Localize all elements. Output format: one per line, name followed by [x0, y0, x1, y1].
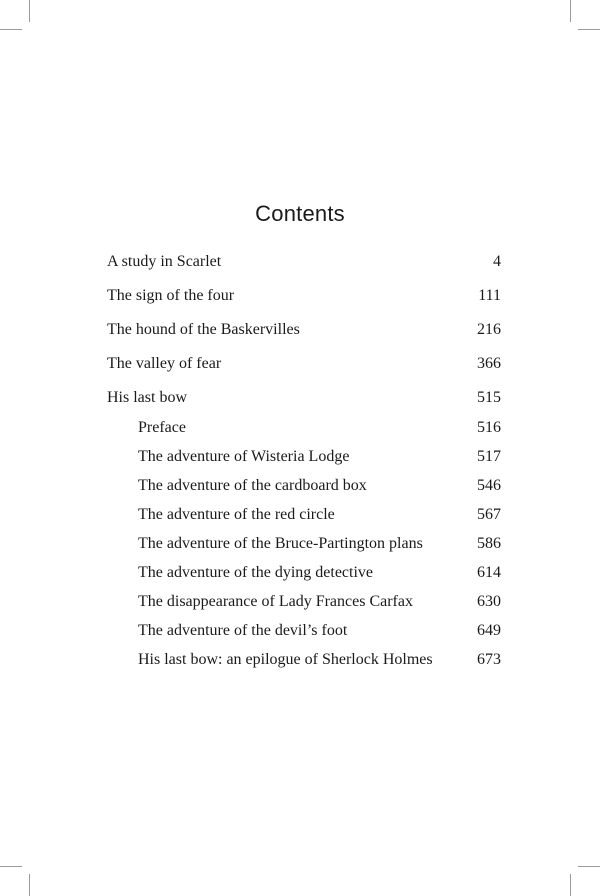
toc-entry-page: 586 — [477, 535, 501, 552]
toc-entry-title: The adventure of the devil’s foot — [138, 622, 348, 639]
toc-entry-page: 111 — [478, 287, 501, 304]
toc-subentry — [138, 476, 501, 496]
toc-subentry — [138, 592, 501, 612]
crop-mark-top-right-h — [578, 29, 600, 30]
toc-entry-title: The disappearance of Lady Frances Carfax — [138, 593, 413, 610]
crop-mark-bottom-left — [29, 874, 30, 896]
page-title: Contents — [255, 200, 345, 226]
toc-entry-title: His last bow — [107, 389, 187, 406]
toc-entry-page: 216 — [477, 321, 501, 338]
toc-entry-title: The sign of the four — [107, 287, 235, 304]
toc-subentry — [138, 534, 501, 554]
toc-subentry — [138, 418, 501, 438]
toc-entry-page: 517 — [477, 448, 501, 465]
crop-mark-bottom-right — [570, 874, 571, 896]
toc-entry-page: 515 — [477, 389, 501, 406]
toc-entry — [107, 320, 501, 340]
toc-entry-title: The adventure of Wisteria Lodge — [138, 448, 350, 465]
toc-entry — [107, 354, 501, 374]
toc-entry — [107, 286, 501, 306]
crop-mark-top-left — [29, 0, 30, 22]
toc-subentry — [138, 650, 501, 670]
toc-entry-page: 567 — [477, 506, 501, 523]
crop-mark-bottom-left-h — [0, 866, 22, 867]
toc-entry-page: 649 — [477, 622, 501, 639]
toc-entry-title: The adventure of the red circle — [138, 506, 335, 523]
toc-entry — [107, 252, 501, 272]
toc-entry-page: 516 — [477, 419, 501, 436]
toc-entry-title: The adventure of the dying detective — [138, 564, 374, 581]
toc-entry-title: A study in Scarlet — [107, 253, 222, 270]
toc-entry-title: Preface — [138, 419, 186, 436]
crop-mark-top-right — [570, 0, 571, 22]
toc-entry-page: 614 — [477, 564, 501, 581]
toc-subentry — [138, 505, 501, 525]
toc-entry-title: The adventure of the cardboard box — [138, 477, 367, 494]
toc-subentry — [138, 621, 501, 641]
toc-entry-page: 630 — [477, 593, 501, 610]
toc-entry-page: 546 — [477, 477, 501, 494]
crop-mark-top-left-h — [0, 29, 22, 30]
toc-entry-title: The valley of fear — [107, 355, 222, 372]
toc-entry-page: 366 — [477, 355, 501, 372]
toc-entry-page: 4 — [493, 253, 501, 270]
crop-mark-bottom-right-h — [578, 866, 600, 867]
toc-entry — [107, 388, 501, 408]
toc-entry-title: His last bow: an epilogue of Sherlock Holmes — [138, 651, 433, 668]
toc-entry-page: 673 — [477, 651, 501, 668]
toc-subentry — [138, 563, 501, 583]
toc-entry-title: The adventure of the Bruce-Partington plans — [138, 535, 423, 552]
toc-entry-title: The hound of the Baskervilles — [107, 321, 300, 338]
toc-subentry — [138, 447, 501, 467]
